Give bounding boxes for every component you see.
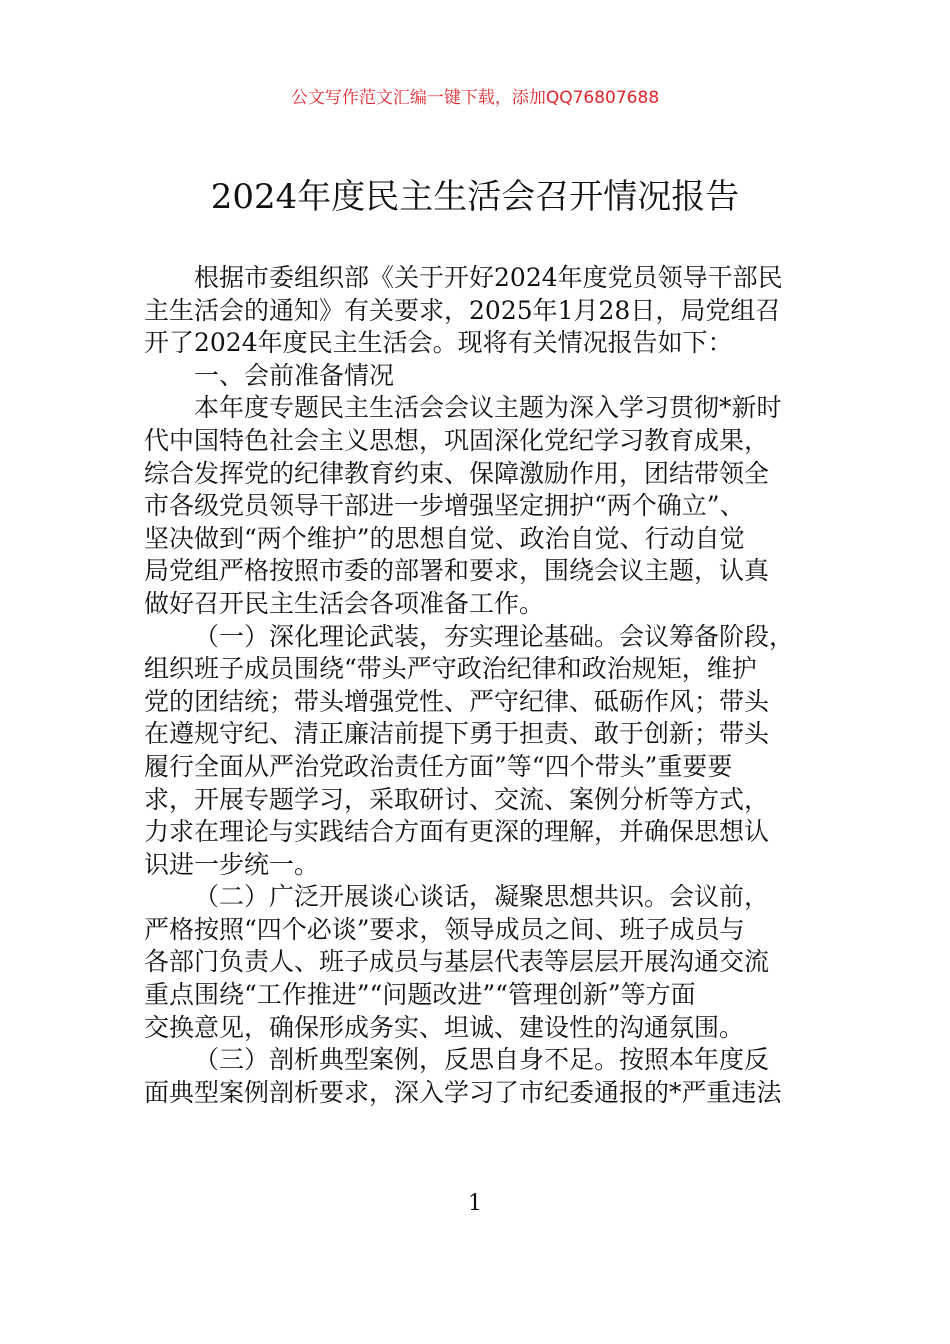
body-line: 严格按照“四个必谈”要求，领导成员之间、班子成员与 <box>144 914 745 944</box>
body-line: 市各级党员领导干部进一步增强坚定拥护“两个确立”、 <box>144 491 745 521</box>
body-line: 综合发挥党的纪律教育约束、保障激励作用，团结带领全 <box>144 458 770 488</box>
body-line: 求，开展专题学习，采取研讨、交流、案例分析等方式， <box>144 784 770 814</box>
body-line: （三）剖析典型案例，反思自身不足。按照本年度反 <box>194 1045 770 1075</box>
body-line: 做好召开民主生活会各项准备工作。 <box>144 588 545 618</box>
body-line: 组织班子成员围绕“带头严守政治纪律和政治规矩，维护 <box>144 654 757 684</box>
document-body <box>144 262 810 1109</box>
body-line: 履行全面从严治党政治责任方面”等“四个带头”重要要 <box>144 751 733 781</box>
body-line: 根据市委组织部《关于开好2024年度党员领导干部民 <box>194 263 783 292</box>
body-line: （一）深化理论武装，夯实理论基础。会议筹备阶段， <box>194 621 795 651</box>
body-line: 各部门负责人、班子成员与基层代表等层层开展沟通交流 <box>144 947 770 977</box>
body-line: 一、会前准备情况 <box>194 360 395 390</box>
body-line: 党的团结统；带头增强党性、严守纪律、砥砺作风；带头 <box>144 686 770 716</box>
body-line: 代中国特色社会主义思想，巩固深化党纪学习教育成果， <box>144 425 770 455</box>
body-line: 主生活会的通知》有关要求，2025年1月28日，局党组召 <box>144 295 781 325</box>
body-line: 识进一步统一。 <box>144 849 320 879</box>
body-line: 力求在理论与实践结合方面有更深的理解，并确保思想认 <box>144 817 770 847</box>
body-line: 局党组严格按照市委的部署和要求，围绕会议主题，认真 <box>144 556 770 586</box>
body-line: 重点围绕“工作推进”“问题改进”“管理创新”等方面 <box>144 980 696 1010</box>
body-line: 坚决做到“两个维护”的思想自觉、政治自觉、行动自觉 <box>144 523 745 553</box>
body-line: （二）广泛开展谈心谈话，凝聚思想共识。会议前， <box>194 882 770 912</box>
download-note: 公文写作范文汇编一键下载，添加QQ76807688 <box>290 88 660 108</box>
body-line: 开了2024年度民主生活会。现将有关情况报告如下： <box>144 328 733 358</box>
body-line: 在遵规守纪、清正廉洁前提下勇于担责、敢于创新；带头 <box>144 719 770 749</box>
page-number: 1 <box>468 1191 482 1216</box>
body-line: 面典型案例剖析要求，深入学习了市纪委通报的*严重违法 <box>144 1077 782 1107</box>
body-line: 本年度专题民主生活会会议主题为深入学习贯彻*新时 <box>194 393 782 423</box>
document-title: 2024年度民主生活会召开情况报告 <box>210 177 740 217</box>
body-line: 交换意见，确保形成务实、坦诚、建设性的沟通氛围。 <box>144 1012 745 1042</box>
